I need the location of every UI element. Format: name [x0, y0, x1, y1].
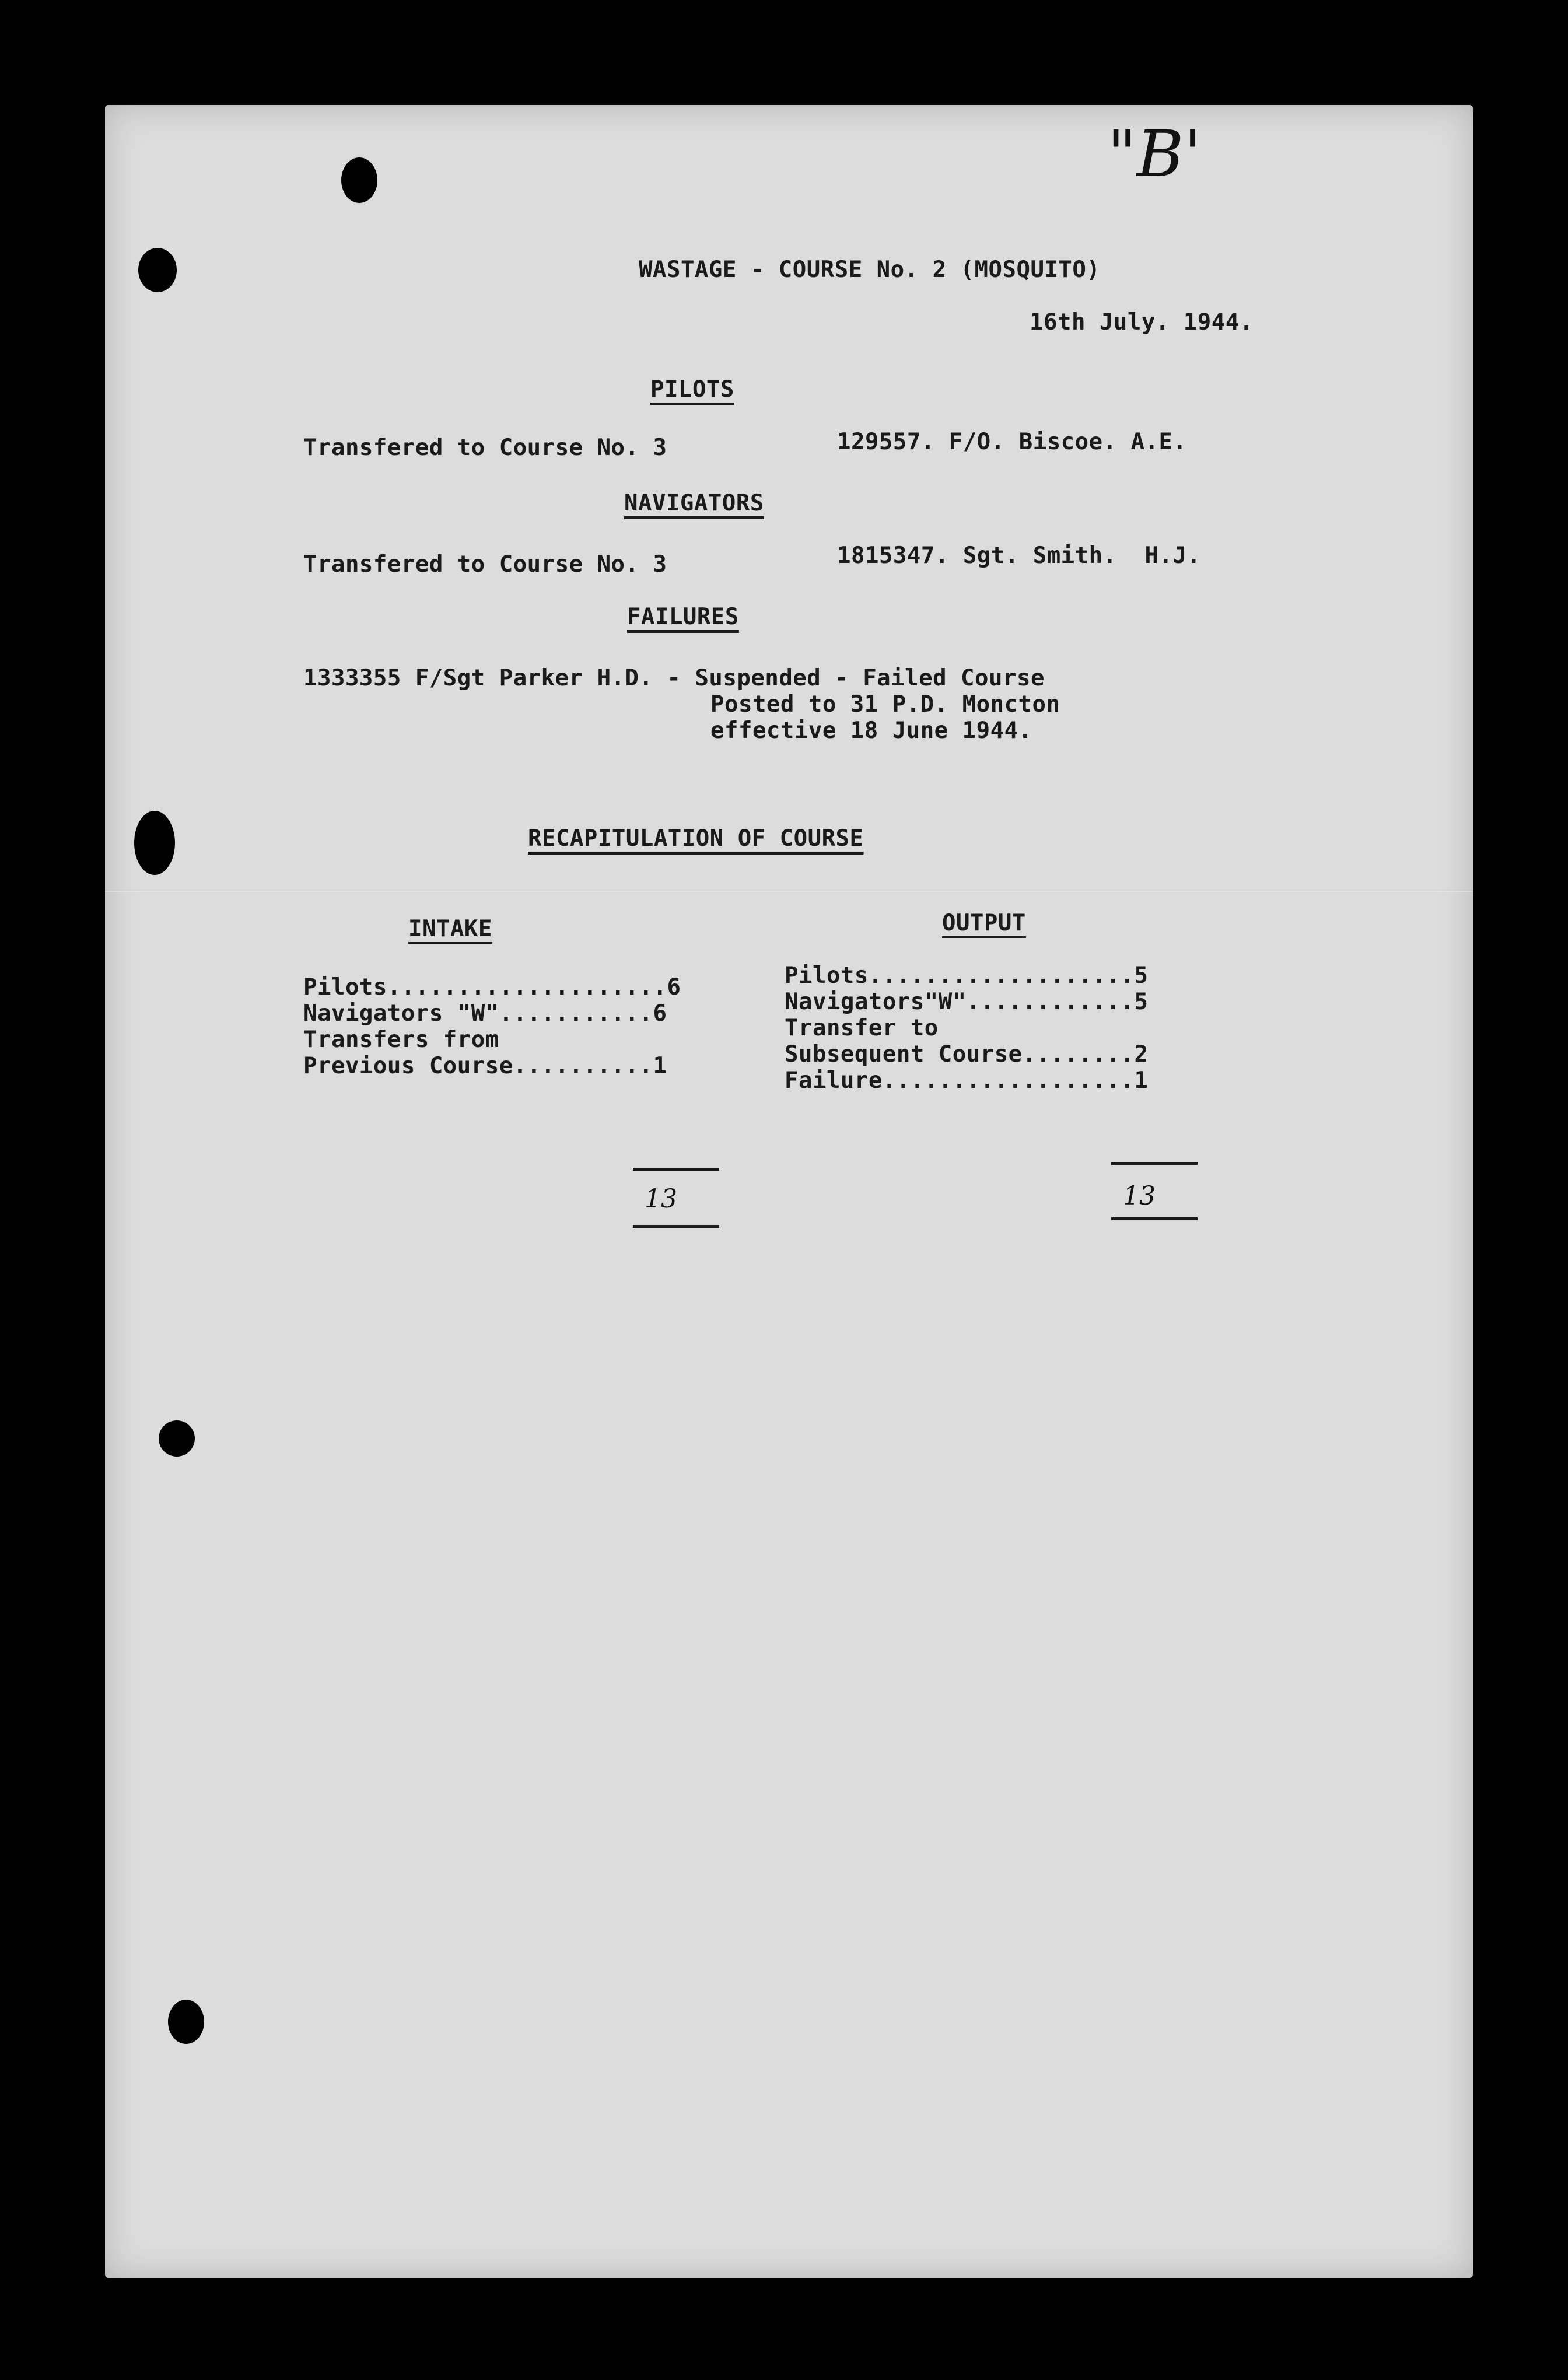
intake-line: Pilots....................6 [303, 974, 681, 1000]
pilots-transfer-label: Transfered to Course No. 3 [303, 435, 667, 461]
output-line: Subsequent Course........2 [785, 1041, 1149, 1068]
failures-heading: FAILURES [627, 604, 739, 630]
output-line: Pilots...................5 [785, 963, 1149, 989]
punch-hole [341, 158, 377, 203]
handwritten-annotation: "B' [1107, 117, 1202, 191]
punch-hole [159, 1420, 195, 1457]
punch-hole [134, 811, 175, 875]
intake-total-rule-top [633, 1168, 719, 1171]
punch-hole [138, 248, 177, 292]
document-title: WASTAGE - COURSE No. 2 (MOSQUITO) [639, 257, 1101, 283]
output-heading: OUTPUT [942, 910, 1026, 936]
intake-line: Previous Course..........1 [303, 1053, 667, 1079]
intake-line: Transfers from [303, 1027, 499, 1053]
output-line: Failure..................1 [785, 1068, 1149, 1094]
pilots-heading: PILOTS [650, 376, 734, 402]
intake-total-rule-bottom [633, 1225, 719, 1228]
output-total-rule-bottom [1111, 1217, 1198, 1220]
document-page [105, 105, 1473, 2278]
output-line: Navigators"W"............5 [785, 989, 1149, 1015]
intake-heading: INTAKE [408, 916, 492, 942]
intake-total: 13 [645, 1184, 677, 1214]
fold-line [105, 890, 1473, 892]
document-date: 16th July. 1944. [1030, 309, 1254, 335]
intake-line: Navigators "W"...........6 [303, 1000, 667, 1027]
failure-line: 1333355 F/Sgt Parker H.D. - Suspended - Failed Course [303, 665, 1045, 691]
recap-heading: RECAPITULATION OF COURSE [528, 825, 864, 852]
failure-line: effective 18 June 1944. [710, 718, 1032, 744]
punch-hole [168, 2000, 204, 2044]
failure-line: Posted to 31 P.D. Moncton [710, 691, 1060, 718]
output-total-rule-top [1111, 1162, 1198, 1165]
pilots-transfer-detail: 129557. F/O. Biscoe. A.E. [837, 429, 1187, 455]
navigators-heading: NAVIGATORS [624, 490, 764, 516]
navigators-transfer-detail: 1815347. Sgt. Smith. H.J. [837, 542, 1201, 569]
output-total: 13 [1123, 1181, 1156, 1211]
output-line: Transfer to [785, 1015, 939, 1041]
navigators-transfer-label: Transfered to Course No. 3 [303, 551, 667, 578]
